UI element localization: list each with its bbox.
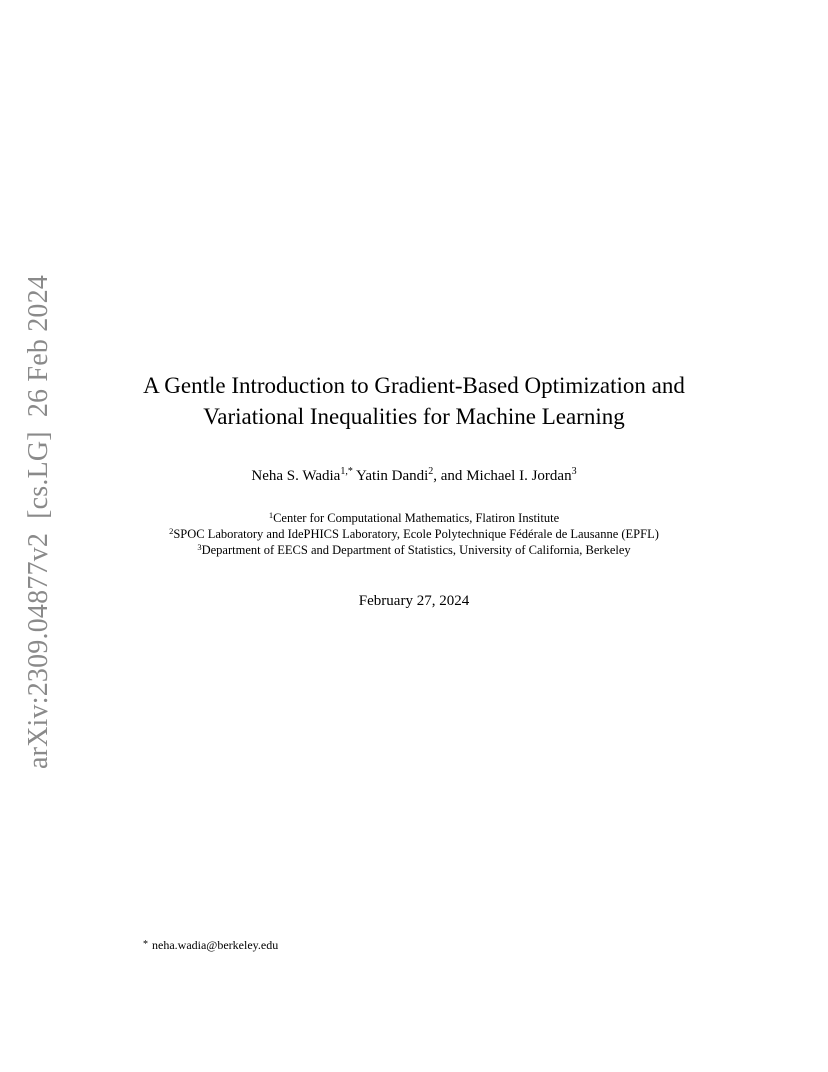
author-affiliation-mark: 3 (571, 466, 577, 477)
arxiv-id: arXiv:2309.04877v2 (23, 532, 54, 770)
title-line-1: A Gentle Introduction to Gradient-Based Optimization and (143, 373, 685, 398)
affiliation-text: Center for Computational Mathematics, Flatiron Institute (273, 511, 560, 525)
arxiv-category: [cs.LG] (23, 431, 54, 519)
affiliation-list (0, 510, 828, 558)
affiliation-line (0, 526, 828, 542)
author-affiliation-mark: 1,* (340, 466, 353, 477)
title-line-2: Variational Inequalities for Machine Learning (203, 404, 625, 429)
author-name: Neha S. Wadia (251, 468, 341, 484)
affiliation-line (0, 542, 828, 558)
author-name: Michael I. Jordan (466, 468, 572, 484)
author-separator: , and (433, 468, 467, 484)
paper-title (0, 370, 828, 432)
footnote-email: neha.wadia@berkeley.edu (152, 938, 279, 952)
affiliation-text: SPOC Laboratory and IdePHICS Laboratory, Ecole Polytechnique Fédérale de Lausanne (EPFL) (173, 527, 659, 541)
affiliation-mark: 1 (268, 510, 274, 520)
affiliation-line (0, 510, 828, 526)
arxiv-date: 26 Feb 2024 (23, 274, 54, 418)
author-affiliation-mark: 2 (428, 466, 434, 477)
author-list (0, 466, 828, 486)
footnote (143, 937, 278, 953)
affiliation-text: Department of EECS and Department of Statistics, University of California, Berkeley (201, 543, 631, 557)
affiliation-mark: 3 (197, 542, 202, 552)
footnote-mark: * (143, 939, 148, 950)
affiliation-mark: 2 (169, 526, 174, 536)
paper-date: February 27, 2024 (358, 593, 470, 609)
author-name: Yatin Dandi (356, 468, 429, 484)
